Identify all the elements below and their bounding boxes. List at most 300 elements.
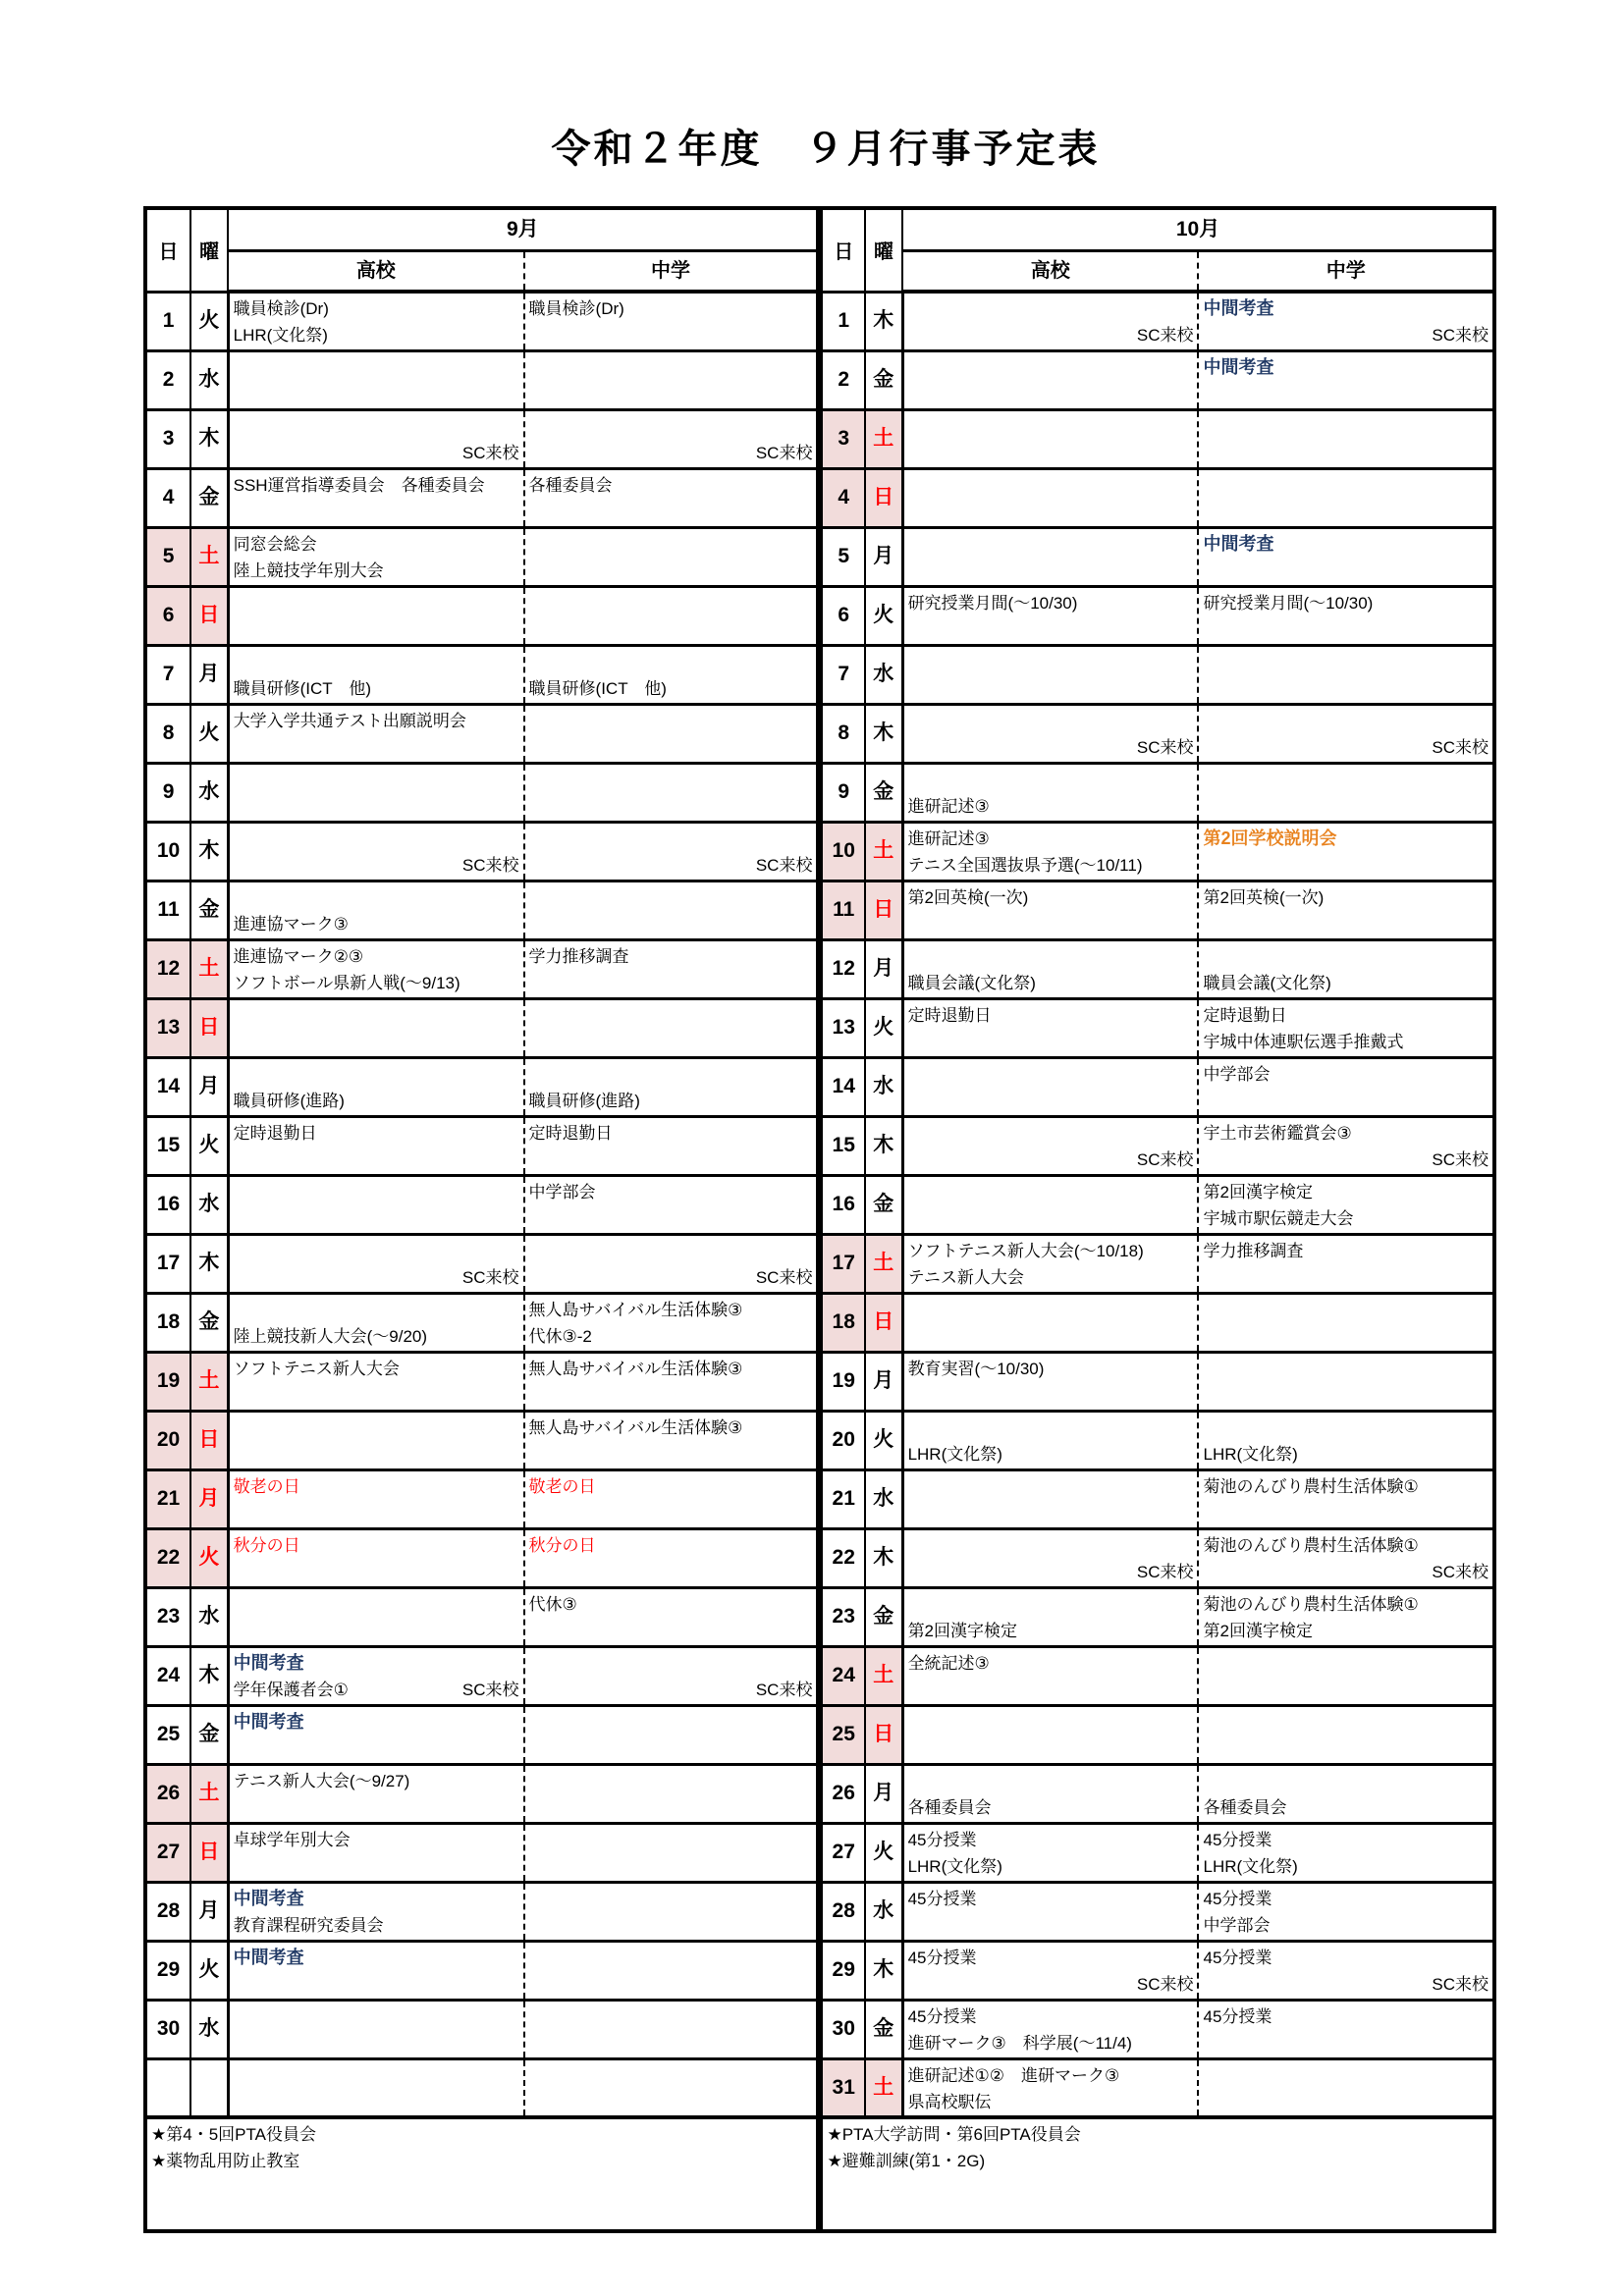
event-line: 菊池のんびり農村生活体験①: [1203, 1476, 1419, 1496]
date-cell: 19: [145, 1352, 190, 1411]
date-cell: 13: [145, 998, 190, 1057]
event-line: [525, 1061, 817, 1088]
junior-events-cell: [524, 292, 820, 350]
calendar-row: [145, 468, 1494, 527]
date-cell: 30: [820, 2000, 865, 2058]
event-line: 陸上競技学年別大会: [233, 561, 384, 580]
junior-events-cell: [1198, 881, 1494, 939]
event-line: 各種委員会: [528, 475, 613, 495]
highschool-events-cell: [902, 1411, 1198, 1469]
day-cell: 日: [865, 1705, 902, 1764]
junior-events-cell: [1198, 2000, 1494, 2058]
highschool-events-cell: [902, 1882, 1198, 1941]
event-line: SC来校: [755, 1680, 813, 1699]
event-line: 第2回漢字検定: [907, 1621, 1018, 1640]
date-cell: 2: [145, 350, 190, 409]
highschool-events-cell: [902, 1587, 1198, 1646]
junior-events-cell: [1198, 1823, 1494, 1882]
calendar-row: [145, 2000, 1494, 2058]
event-line: SC来校: [461, 443, 519, 462]
col-header-highschool-oct: 高校: [902, 251, 1198, 293]
event-line: SC来校: [1432, 1974, 1489, 1994]
event-line: SC来校: [755, 443, 813, 462]
event-line: 中間考査: [1203, 298, 1274, 318]
date-cell: 4: [820, 468, 865, 527]
event-line: 45分授業: [1203, 1889, 1272, 1908]
highschool-events-cell: [228, 1116, 523, 1175]
calendar-row: [145, 645, 1494, 704]
highschool-events-cell: [902, 1941, 1198, 2000]
junior-events-cell: [524, 1116, 820, 1175]
highschool-events-cell: [228, 350, 523, 409]
day-cell: 水: [865, 1469, 902, 1528]
junior-events-cell: [524, 1469, 820, 1528]
highschool-events-cell: [902, 1116, 1198, 1175]
table-header: [145, 208, 1494, 292]
date-cell: 16: [145, 1175, 190, 1234]
event-line: [1199, 1768, 1492, 1794]
event-line: [1199, 708, 1492, 734]
junior-events-cell: [524, 468, 820, 527]
calendar-row: [145, 1352, 1494, 1411]
event-line: 菊池のんびり農村生活体験①: [1203, 1594, 1419, 1614]
date-cell: 4: [145, 468, 190, 527]
event-line: 宇城中体連駅伝選手推戴式: [1203, 1032, 1404, 1051]
junior-events-cell: [1198, 998, 1494, 1057]
date-cell: 14: [820, 1057, 865, 1116]
event-line: SC来校: [755, 855, 813, 875]
event-line: 職員研修(進路): [528, 1091, 640, 1110]
event-line: [904, 943, 1198, 970]
date-cell: 8: [820, 704, 865, 763]
event-line: 中学部会: [1203, 1915, 1271, 1935]
day-cell: 火: [865, 1823, 902, 1882]
day-cell: 土: [865, 1646, 902, 1705]
event-line: LHR(文化祭): [1203, 1444, 1298, 1464]
event-line: 職員会議(文化祭): [1203, 973, 1331, 992]
highschool-events-cell: [228, 822, 523, 881]
event-line: 中学部会: [1203, 1064, 1271, 1084]
calendar-row: [145, 1528, 1494, 1587]
junior-events-cell: [1198, 704, 1494, 763]
event-line: 職員研修(ICT 他): [233, 678, 372, 698]
junior-events-cell: [524, 1234, 820, 1293]
date-cell: 6: [145, 586, 190, 645]
event-line: [230, 826, 523, 852]
event-line: 中間考査: [233, 1888, 304, 1908]
event-line: 職員研修(進路): [233, 1091, 345, 1110]
event-line: [525, 1650, 817, 1677]
event-line: [904, 1591, 1198, 1618]
highschool-events-cell: [902, 350, 1198, 409]
calendar-row: [145, 2058, 1494, 2117]
event-line: 45分授業: [1203, 1830, 1272, 1849]
event-line: 教育実習(～10/30): [907, 1359, 1045, 1378]
date-cell: [145, 2058, 190, 2117]
junior-events-cell: [524, 1411, 820, 1469]
note-line: ★避難訓練(第1・2G): [827, 2152, 986, 2170]
event-line: 職員検診(Dr): [233, 299, 329, 318]
schedule-table: [143, 206, 1496, 2233]
junior-events-cell: [524, 704, 820, 763]
date-cell: 16: [820, 1175, 865, 1234]
highschool-events-cell: [228, 1057, 523, 1116]
event-line: 各種委員会: [1203, 1797, 1287, 1817]
day-cell: 金: [865, 763, 902, 822]
date-cell: 28: [145, 1882, 190, 1941]
event-line: 無人島サバイバル生活体験③: [528, 1300, 743, 1319]
event-line: 同窓会総会: [233, 534, 317, 554]
highschool-events-cell: [228, 527, 523, 586]
date-cell: 14: [145, 1057, 190, 1116]
event-line: 敬老の日: [233, 1476, 300, 1496]
month-header-september: 9月: [228, 208, 820, 251]
event-line: 45分授業: [907, 1948, 977, 1967]
date-cell: 23: [820, 1587, 865, 1646]
notes-september: [145, 2117, 820, 2231]
highschool-events-cell: [902, 939, 1198, 998]
event-line: SC来校: [461, 1267, 519, 1287]
date-cell: 24: [145, 1646, 190, 1705]
junior-events-cell: [524, 1352, 820, 1411]
highschool-events-cell: [228, 1587, 523, 1646]
calendar-row: [145, 527, 1494, 586]
highschool-events-cell: [228, 2058, 523, 2117]
highschool-events-cell: [228, 468, 523, 527]
junior-events-cell: [1198, 1941, 1494, 2000]
event-line: 無人島サバイバル生活体験③: [528, 1359, 743, 1378]
day-cell: 金: [865, 1587, 902, 1646]
event-line: 大学入学共通テスト出願説明会: [233, 711, 466, 730]
highschool-events-cell: [228, 1764, 523, 1823]
day-cell: 火: [190, 292, 228, 350]
highschool-events-cell: [902, 763, 1198, 822]
day-cell: 月: [865, 527, 902, 586]
day-cell: 木: [865, 704, 902, 763]
event-line: 県高校駅伝: [907, 2092, 992, 2111]
day-cell: 金: [865, 2000, 902, 2058]
event-line: 学年保護者会① SC来校: [233, 1680, 519, 1699]
highschool-events-cell: [902, 998, 1198, 1057]
highschool-events-cell: [228, 881, 523, 939]
calendar-row: [145, 881, 1494, 939]
highschool-events-cell: [228, 586, 523, 645]
calendar-row: [145, 822, 1494, 881]
junior-events-cell: [524, 998, 820, 1057]
event-line: SC来校: [755, 1267, 813, 1287]
date-cell: 23: [145, 1587, 190, 1646]
junior-events-cell: [524, 1646, 820, 1705]
day-cell: 水: [190, 1175, 228, 1234]
date-cell: 7: [145, 645, 190, 704]
date-cell: 30: [145, 2000, 190, 2058]
highschool-events-cell: [228, 1352, 523, 1411]
event-line: 教育課程研究委員会: [233, 1915, 384, 1935]
day-cell: 金: [865, 350, 902, 409]
calendar-row: [145, 1941, 1494, 2000]
junior-events-cell: [1198, 1352, 1494, 1411]
date-cell: 26: [145, 1764, 190, 1823]
event-line: 進連協マーク②③: [233, 946, 364, 966]
event-line: 中間考査: [1203, 533, 1274, 554]
day-cell: 水: [865, 1057, 902, 1116]
event-line: [904, 767, 1198, 793]
day-cell: 金: [190, 881, 228, 939]
event-line: 研究授業月間(～10/30): [907, 593, 1078, 613]
day-cell: 日: [865, 1293, 902, 1352]
date-cell: 10: [820, 822, 865, 881]
junior-events-cell: [524, 2000, 820, 2058]
date-cell: 31: [820, 2058, 865, 2117]
day-cell: 火: [190, 1528, 228, 1587]
calendar-row: [145, 1175, 1494, 1234]
event-line: 敬老の日: [528, 1476, 596, 1496]
date-cell: 2: [820, 350, 865, 409]
day-cell: 火: [865, 586, 902, 645]
highschool-events-cell: [228, 704, 523, 763]
date-cell: 29: [145, 1941, 190, 2000]
event-line: 卓球学年別大会: [233, 1830, 351, 1849]
col-header-junior-oct: 中学: [1198, 251, 1494, 293]
junior-events-cell: [524, 1823, 820, 1882]
date-cell: 13: [820, 998, 865, 1057]
event-line: 中間考査: [233, 1652, 304, 1673]
event-line: 中間考査: [233, 1947, 304, 1967]
calendar-row: [145, 1882, 1494, 1941]
date-cell: 15: [820, 1116, 865, 1175]
highschool-events-cell: [902, 586, 1198, 645]
col-header-date-oct: 日: [820, 208, 865, 292]
junior-events-cell: [524, 645, 820, 704]
schedule-sheet: [143, 126, 1508, 2233]
day-cell: 日: [190, 998, 228, 1057]
junior-events-cell: [524, 939, 820, 998]
junior-events-cell: [524, 1705, 820, 1764]
day-cell: 月: [865, 1764, 902, 1823]
calendar-row: [145, 704, 1494, 763]
day-cell: [190, 2058, 228, 2117]
day-cell: 木: [865, 1116, 902, 1175]
date-cell: 20: [145, 1411, 190, 1469]
junior-events-cell: [524, 1175, 820, 1234]
date-cell: 5: [820, 527, 865, 586]
event-line: ソフトテニス新人大会: [233, 1359, 400, 1378]
event-line: LHR(文化祭): [233, 326, 328, 345]
event-line: 45分授業: [1203, 2006, 1272, 2026]
day-cell: 水: [865, 645, 902, 704]
day-cell: 月: [865, 1352, 902, 1411]
calendar-row: [145, 1646, 1494, 1705]
event-line: テニス新人大会(～9/27): [233, 1771, 410, 1790]
highschool-events-cell: [228, 939, 523, 998]
day-cell: 土: [190, 1352, 228, 1411]
junior-events-cell: [1198, 1293, 1494, 1352]
day-cell: 金: [190, 468, 228, 527]
junior-events-cell: [1198, 1411, 1494, 1469]
event-line: テニス新人大会: [907, 1267, 1024, 1287]
event-line: [525, 649, 817, 675]
event-line: 定時退勤日: [528, 1123, 613, 1143]
highschool-events-cell: [228, 645, 523, 704]
date-cell: 28: [820, 1882, 865, 1941]
calendar-row: [145, 998, 1494, 1057]
col-header-highschool-sep: 高校: [228, 251, 523, 293]
highschool-events-cell: [228, 1234, 523, 1293]
day-cell: 火: [190, 1941, 228, 2000]
event-line: ソフトボール県新人戦(～9/13): [233, 973, 460, 992]
date-cell: 27: [145, 1823, 190, 1882]
highschool-events-cell: [228, 1175, 523, 1234]
junior-events-cell: [1198, 409, 1494, 468]
calendar-body: [145, 292, 1494, 2117]
date-cell: 11: [820, 881, 865, 939]
calendar-row: [145, 409, 1494, 468]
junior-events-cell: [1198, 1764, 1494, 1823]
junior-events-cell: [524, 409, 820, 468]
event-line: 中学部会: [528, 1182, 596, 1201]
highschool-events-cell: [902, 2000, 1198, 2058]
event-line: 定時退勤日: [907, 1005, 992, 1025]
page-title: 令和２年度 ９月行事予定表: [551, 128, 1101, 171]
junior-events-cell: [524, 763, 820, 822]
event-line: [904, 1768, 1198, 1794]
day-cell: 土: [190, 527, 228, 586]
junior-events-cell: [524, 2058, 820, 2117]
calendar-row: [145, 1057, 1494, 1116]
event-line: 職員会議(文化祭): [907, 973, 1036, 992]
event-line: 職員研修(ICT 他): [528, 678, 667, 698]
event-line: 進研記述③: [907, 828, 990, 848]
date-cell: 11: [145, 881, 190, 939]
event-line: [230, 1297, 523, 1323]
note-line: ★薬物乱用防止教室: [151, 2152, 300, 2170]
event-line: SC来校: [1136, 1149, 1194, 1169]
event-line: [230, 649, 523, 675]
event-line: [230, 1061, 523, 1088]
highschool-events-cell: [228, 1882, 523, 1941]
highschool-events-cell: [228, 409, 523, 468]
event-line: SSH運営指導委員会 各種委員会: [233, 475, 485, 495]
date-cell: 10: [145, 822, 190, 881]
event-line: 45分授業: [1203, 1948, 1272, 1967]
date-cell: 8: [145, 704, 190, 763]
event-line: [525, 1238, 817, 1264]
day-cell: 火: [865, 998, 902, 1057]
day-cell: 土: [190, 939, 228, 998]
event-line: [1199, 1415, 1492, 1441]
event-line: ソフトテニス新人大会(～10/18): [907, 1241, 1144, 1260]
event-line: 進研記述①② 進研マーク③: [907, 2065, 1120, 2085]
date-cell: 29: [820, 1941, 865, 2000]
date-cell: 21: [820, 1469, 865, 1528]
calendar-row: [145, 1234, 1494, 1293]
day-cell: 月: [190, 1057, 228, 1116]
day-cell: 火: [190, 1116, 228, 1175]
day-cell: 水: [190, 1587, 228, 1646]
day-cell: 木: [865, 1941, 902, 2000]
highschool-events-cell: [902, 527, 1198, 586]
event-line: [230, 413, 523, 440]
junior-events-cell: [1198, 1705, 1494, 1764]
calendar-row: [145, 1823, 1494, 1882]
event-line: 研究授業月間(～10/30): [1203, 593, 1374, 613]
highschool-events-cell: [228, 292, 523, 350]
date-cell: 21: [145, 1469, 190, 1528]
day-cell: 木: [865, 1528, 902, 1587]
day-cell: 土: [190, 1764, 228, 1823]
date-cell: 7: [820, 645, 865, 704]
event-line: SC来校: [1136, 1974, 1194, 1994]
event-line: [525, 413, 817, 440]
junior-events-cell: [1198, 468, 1494, 527]
event-line: 定時退勤日: [1203, 1005, 1287, 1025]
junior-events-cell: [1198, 1234, 1494, 1293]
event-line: LHR(文化祭): [907, 1856, 1002, 1876]
event-line: 第2回英検(一次): [1203, 887, 1325, 907]
event-line: 菊池のんびり農村生活体験①: [1203, 1535, 1419, 1555]
calendar-row: [145, 1764, 1494, 1823]
event-line: 中間考査: [233, 1711, 304, 1732]
highschool-events-cell: [902, 1234, 1198, 1293]
junior-events-cell: [524, 1941, 820, 2000]
date-cell: 3: [820, 409, 865, 468]
junior-events-cell: [524, 1587, 820, 1646]
date-cell: 17: [145, 1234, 190, 1293]
event-line: 各種委員会: [907, 1797, 992, 1817]
date-cell: 9: [820, 763, 865, 822]
junior-events-cell: [1198, 1175, 1494, 1234]
event-line: 代休③: [528, 1594, 577, 1614]
highschool-events-cell: [902, 881, 1198, 939]
notes-october: [820, 2117, 1494, 2231]
highschool-events-cell: [902, 1646, 1198, 1705]
junior-events-cell: [524, 527, 820, 586]
highschool-events-cell: [228, 1705, 523, 1764]
junior-events-cell: [524, 1528, 820, 1587]
highschool-events-cell: [902, 292, 1198, 350]
junior-events-cell: [1198, 527, 1494, 586]
notes-row: [145, 2117, 1494, 2231]
col-header-date-sep: 日: [145, 208, 190, 292]
junior-events-cell: [1198, 586, 1494, 645]
calendar-row: [145, 939, 1494, 998]
junior-events-cell: [1198, 1528, 1494, 1587]
highschool-events-cell: [902, 1293, 1198, 1352]
highschool-events-cell: [228, 1941, 523, 2000]
date-cell: 1: [820, 292, 865, 350]
day-cell: 金: [865, 1175, 902, 1234]
date-cell: 18: [145, 1293, 190, 1352]
calendar-row: [145, 1293, 1494, 1352]
day-cell: 日: [190, 586, 228, 645]
day-cell: 木: [190, 409, 228, 468]
event-line: [904, 295, 1198, 322]
col-header-day-sep: 曜: [190, 208, 228, 292]
event-line: 無人島サバイバル生活体験③: [528, 1417, 743, 1437]
date-cell: 20: [820, 1411, 865, 1469]
junior-events-cell: [524, 1057, 820, 1116]
day-cell: 木: [190, 1234, 228, 1293]
junior-events-cell: [1198, 1116, 1494, 1175]
junior-events-cell: [1198, 645, 1494, 704]
event-line: SC来校: [1432, 1562, 1489, 1581]
date-cell: 26: [820, 1764, 865, 1823]
event-line: SC来校: [1136, 326, 1194, 345]
calendar-row: [145, 1705, 1494, 1764]
date-cell: 1: [145, 292, 190, 350]
junior-events-cell: [524, 586, 820, 645]
highschool-events-cell: [902, 1705, 1198, 1764]
